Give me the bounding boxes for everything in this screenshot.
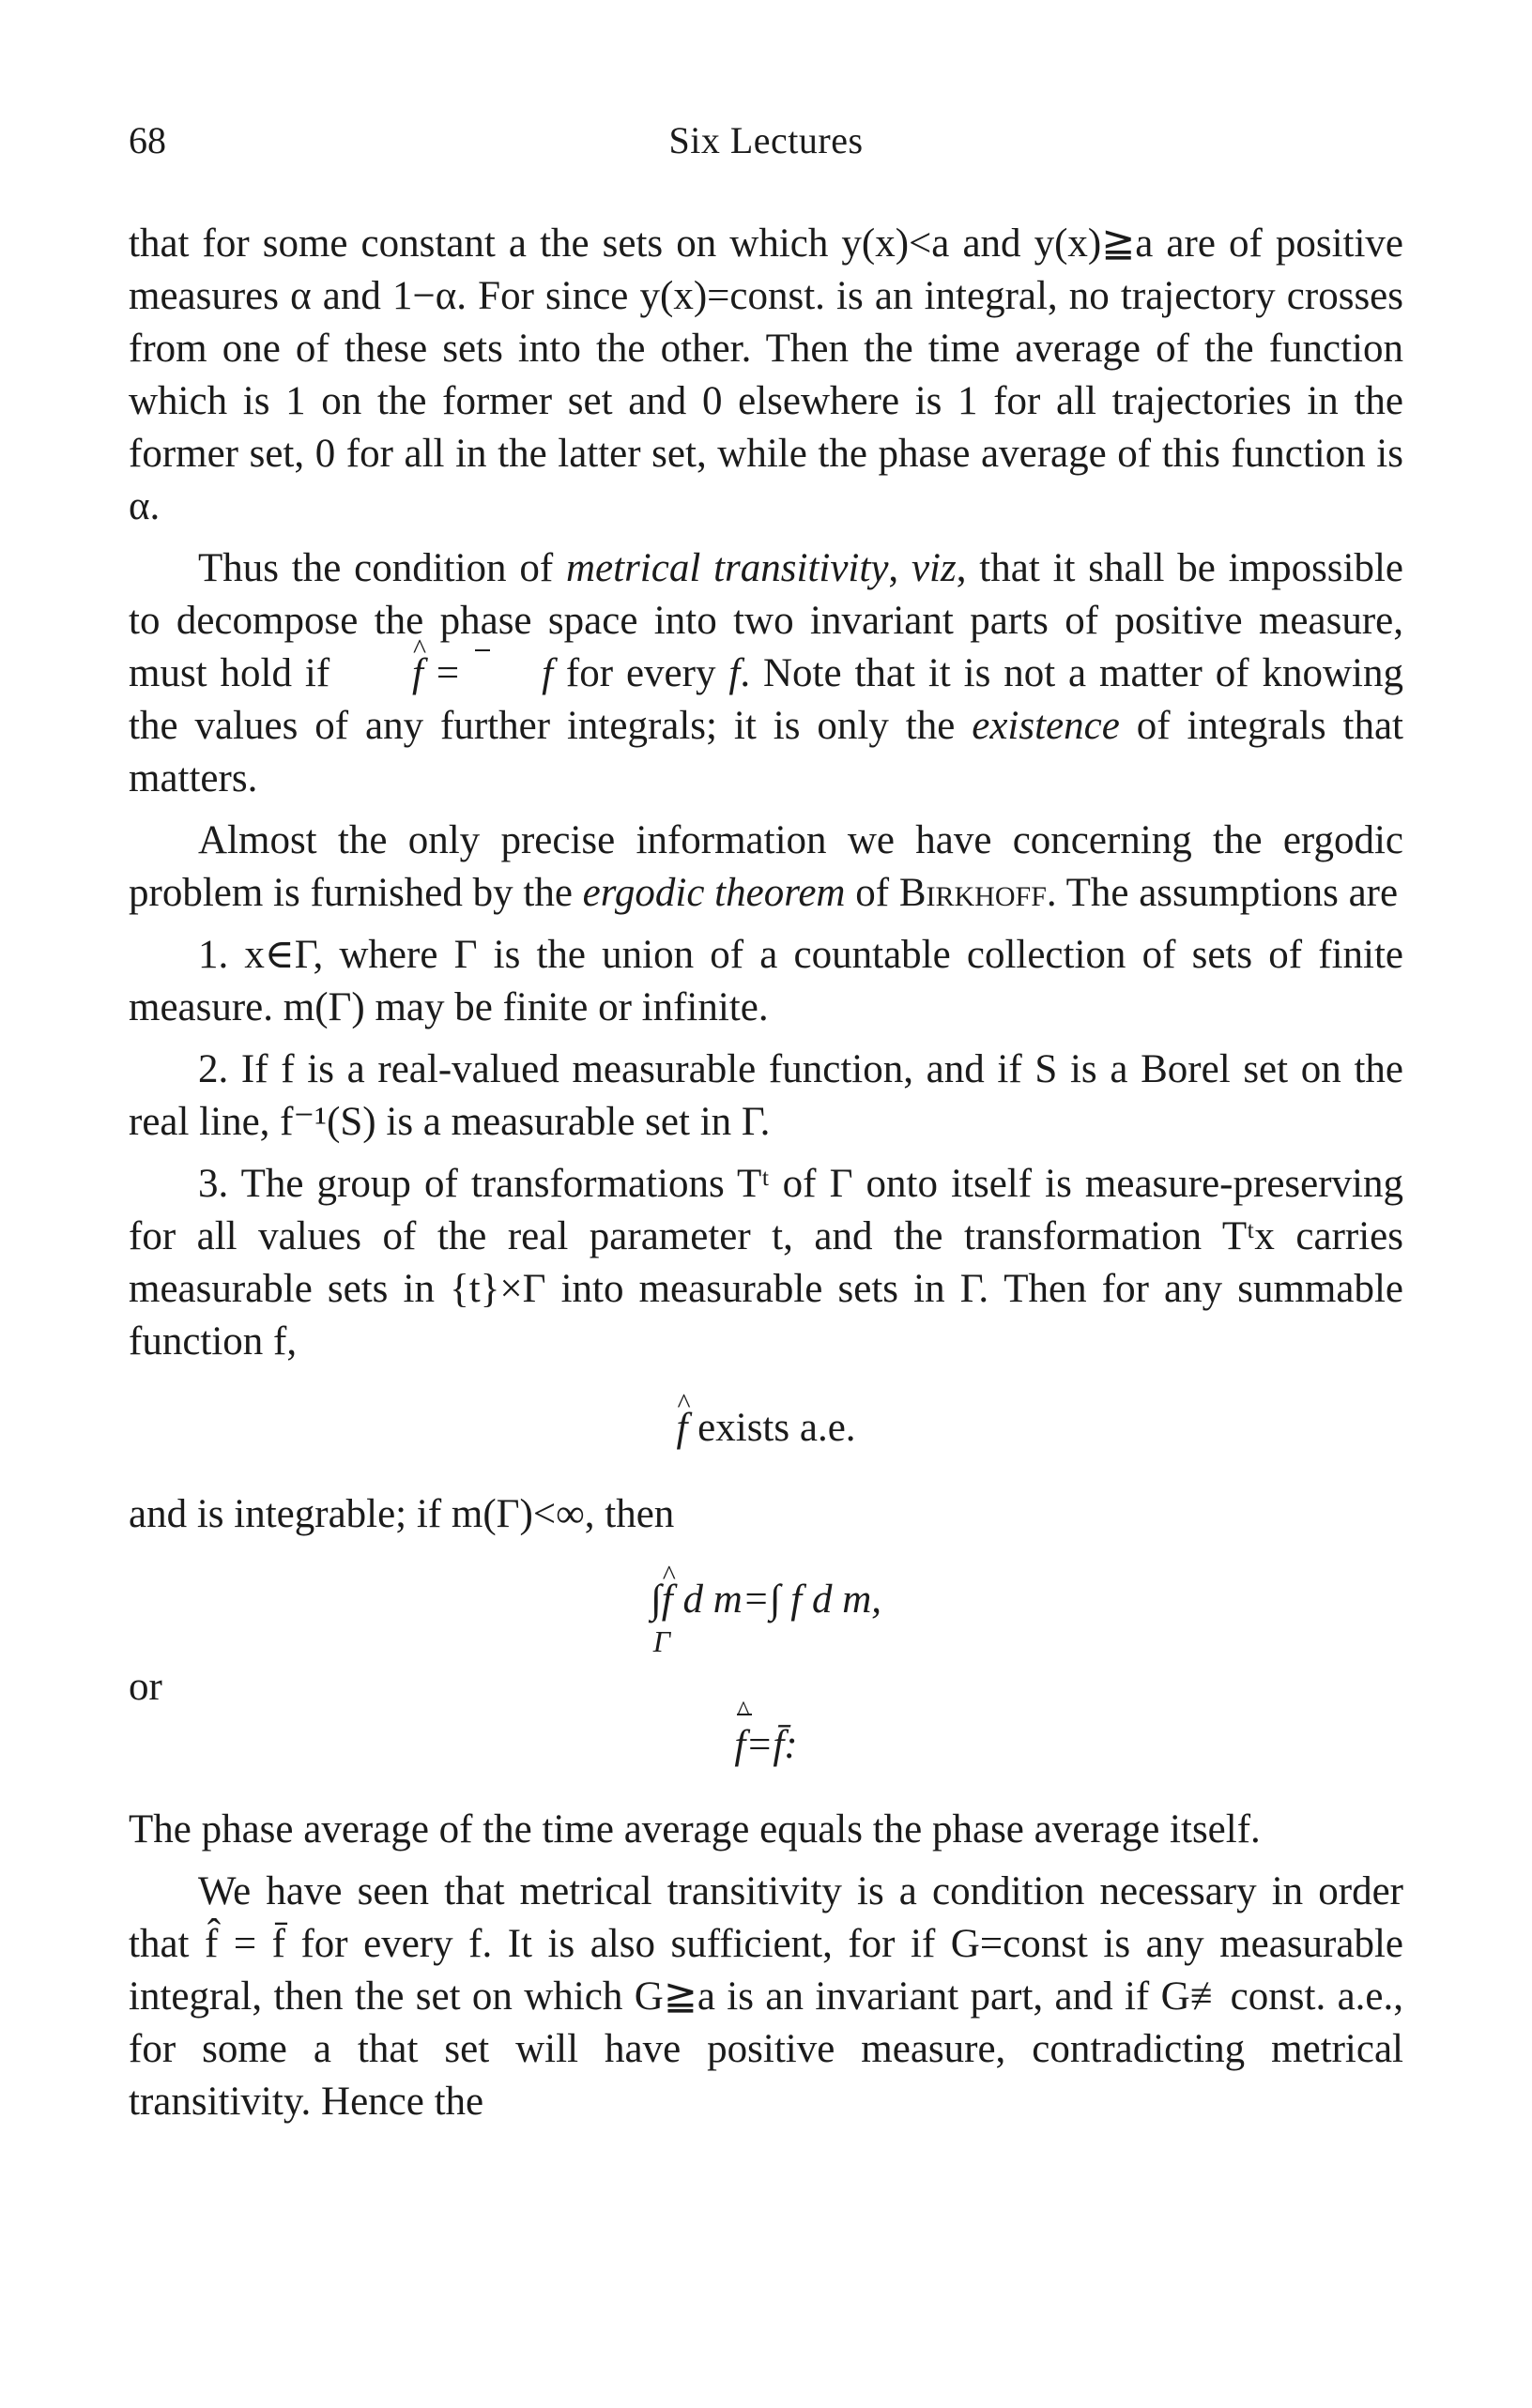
- paragraph-5: We have seen that metrical transitivity is a condition necessary in order that f̂ = f̄ for every f. It is also sufficient, for if G=const is any measurable integral, then the set on which G≧a is an invariant part, and if G≢const. a.e., for some a that set will have positive measure, contradicting metrical transitivity. Hence the: [129, 1869, 1403, 2124]
- assumption-3: 3. The group of transformations Tᵗ of Γ onto itself is measure-preserving for all values of the real parameter t, and the transformation Tᵗx carries measurable sets in {t}×Γ into measurable sets in Γ. Then for any summable function f,: [129, 1162, 1403, 1364]
- text-run: Thus the condition of: [198, 546, 566, 590]
- integral-domain: Γ: [652, 1624, 670, 1658]
- text-run: of: [845, 871, 899, 915]
- paragraph-4: The phase average of the time average equals the phase average itself.: [129, 1807, 1261, 1852]
- text-run: of integrals that matters.: [129, 704, 1403, 800]
- page-number: 68: [129, 119, 166, 161]
- equation-text: =f̄:: [745, 1723, 798, 1767]
- equation-text: exists a.e.: [687, 1406, 856, 1450]
- integral-sign: ∫: [650, 1577, 662, 1622]
- text-run: . Note that it is not a matter of knowing the values of any further integrals; it is only the: [129, 651, 1403, 748]
- text-run: . The assumptions are: [1046, 871, 1399, 915]
- integral-lhs: [650, 1573, 673, 1658]
- running-title: Six Lectures: [668, 119, 864, 161]
- paragraph-3: [129, 815, 1403, 920]
- f-symbol: f: [728, 651, 741, 695]
- text-run: ,: [888, 546, 912, 590]
- assumption-1: 1. x∈Γ, where Γ is the union of a countable collection of sets of finite measure. m(Γ) may be finite or infinite.: [129, 933, 1403, 1029]
- equation-bar-hat: [129, 1719, 1403, 1772]
- f-hat-symbol: ^ f: [343, 648, 423, 700]
- f-hat-symbol: ^ f: [662, 1573, 673, 1627]
- equation-text: d m=∫ f d m,: [672, 1577, 882, 1622]
- equals-sign: =: [423, 651, 473, 695]
- paragraph-1: that for some constant a the sets on which y(x)<a and y(x)≧a are of positive measures α and 1−α. For since y(x)=const. is an integral, no trajectory crosses from one of these sets into the other. Then the time average of the function which is 1 on the former set and 0 elsewhere is 1 for all trajectories in the former set, 0 for all in the latter set, while the phase average of this function is α.: [129, 221, 1403, 528]
- equation-f-hat-exists: [129, 1402, 1403, 1455]
- text-run: , that it shall be impossible to decompose the phase space into two invariant parts of positive measure, must hold if: [129, 546, 1404, 695]
- emphasis-metrical-transitivity: metrical transitivity: [565, 546, 889, 590]
- f-hat-symbol: ^ f: [676, 1402, 687, 1455]
- page-header: [129, 118, 1403, 175]
- author-name-birkhoff: Birkhoff: [898, 871, 1047, 915]
- text-run: for every: [553, 651, 729, 695]
- emphasis-ergodic-theorem: ergodic theorem: [582, 871, 846, 915]
- emphasis-viz: viz: [911, 546, 957, 590]
- or-word: or: [129, 1665, 162, 1709]
- f-hat-bar-symbol: f ^: [734, 1719, 745, 1772]
- body-text: [129, 218, 1403, 2128]
- paragraph-2: [129, 542, 1403, 805]
- paragraph-integrable: and is integrable; if m(Γ)<∞, then: [129, 1492, 675, 1536]
- text-run: Almost the only precise information we have concerning the ergodic problem is furnished by the: [129, 818, 1403, 915]
- f-bar-symbol: f: [472, 648, 553, 700]
- emphasis-existence: existence: [972, 704, 1120, 748]
- assumption-2: 2. If f is a real-valued measurable function, and if S is a Borel set on the real line, f⁻¹(S) is a measurable set in Γ.: [129, 1047, 1403, 1144]
- equation-integral: [129, 1573, 1403, 1658]
